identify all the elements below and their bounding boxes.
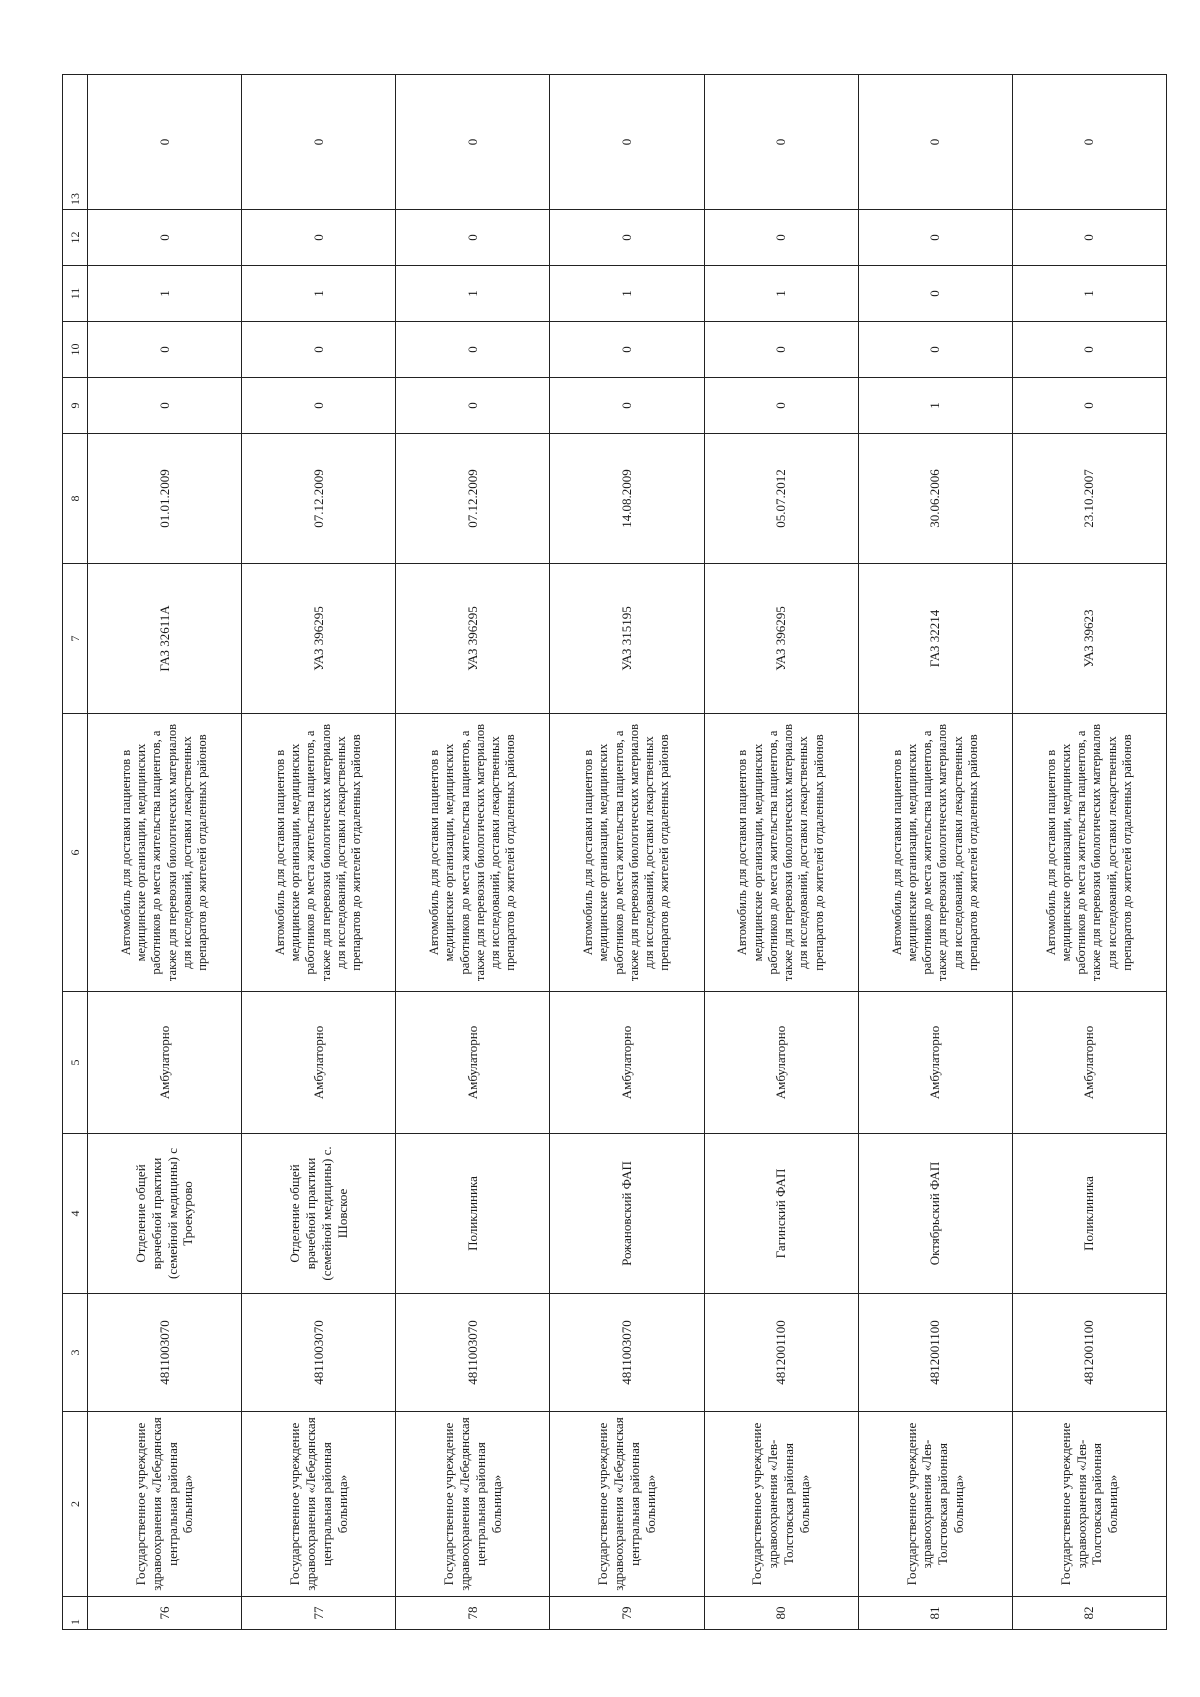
vehicle-purpose: Автомобиль для доставки пациентов в медицинские организации, медицинских работников до места жительства пациентов, а также для перевозки биологических материалов для исследований, доставки лекарственных препаратов до жителей отдаленных районов <box>1012 714 1166 992</box>
value-col-12: 0 <box>396 210 550 266</box>
table-row <box>242 75 396 1630</box>
institution-code: 4811003070 <box>88 1294 242 1412</box>
value-col-13: 0 <box>1012 75 1166 210</box>
value-col-9: 0 <box>242 378 396 434</box>
value-col-10: 0 <box>704 322 858 378</box>
value-col-12: 0 <box>1012 210 1166 266</box>
institution-name: Государственное учреждение здравоохранения «Лебедянская центральная районная больница» <box>88 1412 242 1597</box>
column-number: 7 <box>63 564 88 714</box>
structural-unit: Октябрьский ФАП <box>858 1134 1012 1294</box>
care-form: Амбулаторно <box>858 992 1012 1134</box>
vehicle-model: УАЗ 396295 <box>242 564 396 714</box>
institution-code: 4811003070 <box>550 1294 704 1412</box>
column-number: 11 <box>63 266 88 322</box>
vehicle-model: ГАЗ 32214 <box>858 564 1012 714</box>
row-number: 79 <box>550 1597 704 1630</box>
column-number: 2 <box>63 1412 88 1597</box>
column-number: 5 <box>63 992 88 1134</box>
value-col-13: 0 <box>704 75 858 210</box>
vehicle-purpose: Автомобиль для доставки пациентов в медицинские организации, медицинских работников до места жительства пациентов, а также для перевозки биологических материалов для исследований, доставки лекарственных препаратов до жителей отдаленных районов <box>550 714 704 992</box>
vehicle-model: УАЗ 315195 <box>550 564 704 714</box>
table-row <box>550 75 704 1630</box>
care-form: Амбулаторно <box>242 992 396 1134</box>
table-row <box>396 75 550 1630</box>
institution-code: 4812001100 <box>704 1294 858 1412</box>
value-col-13: 0 <box>550 75 704 210</box>
institution-code: 4811003070 <box>396 1294 550 1412</box>
care-form: Амбулаторно <box>88 992 242 1134</box>
value-col-9: 0 <box>550 378 704 434</box>
structural-unit: Рожановский ФАП <box>550 1134 704 1294</box>
table-body <box>63 75 1167 1630</box>
institution-code: 4811003070 <box>242 1294 396 1412</box>
column-number: 1 <box>63 1597 88 1630</box>
table-row <box>1012 75 1166 1630</box>
row-number: 77 <box>242 1597 396 1630</box>
vehicle-purpose: Автомобиль для доставки пациентов в медицинские организации, медицинских работников до места жительства пациентов, а также для перевозки биологических материалов для исследований, доставки лекарственных препаратов до жителей отдаленных районов <box>88 714 242 992</box>
value-col-9: 0 <box>1012 378 1166 434</box>
acquisition-date: 05.07.2012 <box>704 434 858 564</box>
vehicle-model: УАЗ 396295 <box>396 564 550 714</box>
institution-code: 4812001100 <box>1012 1294 1166 1412</box>
institution-name: Государственное учреждение здравоохранения «Лев-Толстовская районная больница» <box>1012 1412 1166 1597</box>
value-col-12: 0 <box>242 210 396 266</box>
column-number: 3 <box>63 1294 88 1412</box>
column-number-row <box>63 75 88 1630</box>
row-number: 80 <box>704 1597 858 1630</box>
table-row <box>704 75 858 1630</box>
row-number: 81 <box>858 1597 1012 1630</box>
value-col-10: 0 <box>242 322 396 378</box>
structural-unit: Отделение общей врачебной практики (семейной медицины) с. Шовское <box>242 1134 396 1294</box>
column-number: 8 <box>63 434 88 564</box>
care-form: Амбулаторно <box>704 992 858 1134</box>
value-col-11: 1 <box>396 266 550 322</box>
value-col-11: 1 <box>704 266 858 322</box>
column-number: 10 <box>63 322 88 378</box>
care-form: Амбулаторно <box>396 992 550 1134</box>
acquisition-date: 30.06.2006 <box>858 434 1012 564</box>
value-col-11: 1 <box>550 266 704 322</box>
value-col-9: 0 <box>396 378 550 434</box>
value-col-13: 0 <box>858 75 1012 210</box>
value-col-11: 0 <box>858 266 1012 322</box>
acquisition-date: 23.10.2007 <box>1012 434 1166 564</box>
column-number: 9 <box>63 378 88 434</box>
column-number: 12 <box>63 210 88 266</box>
table-row <box>858 75 1012 1630</box>
table-row <box>88 75 242 1630</box>
institution-name: Государственное учреждение здравоохранения «Лев-Толстовская районная больница» <box>704 1412 858 1597</box>
value-col-11: 1 <box>1012 266 1166 322</box>
row-number: 78 <box>396 1597 550 1630</box>
row-number: 82 <box>1012 1597 1166 1630</box>
column-number: 13 <box>63 75 88 210</box>
value-col-10: 0 <box>396 322 550 378</box>
institution-name: Государственное учреждение здравоохранения «Лев-Толстовская районная больница» <box>858 1412 1012 1597</box>
vehicle-purpose: Автомобиль для доставки пациентов в медицинские организации, медицинских работников до места жительства пациентов, а также для перевозки биологических материалов для исследований, доставки лекарственных препаратов до жителей отдаленных районов <box>704 714 858 992</box>
structural-unit: Отделение общей врачебной практики (семейной медицины) с Троекурово <box>88 1134 242 1294</box>
institution-code: 4812001100 <box>858 1294 1012 1412</box>
value-col-10: 0 <box>858 322 1012 378</box>
acquisition-date: 07.12.2009 <box>396 434 550 564</box>
column-number: 6 <box>63 714 88 992</box>
vehicle-register-table <box>62 74 1167 1630</box>
structural-unit: Поликлиника <box>1012 1134 1166 1294</box>
care-form: Амбулаторно <box>550 992 704 1134</box>
vehicle-model: УАЗ 396295 <box>704 564 858 714</box>
value-col-9: 1 <box>858 378 1012 434</box>
institution-name: Государственное учреждение здравоохранения «Лебедянская центральная районная больница» <box>550 1412 704 1597</box>
acquisition-date: 14.08.2009 <box>550 434 704 564</box>
value-col-10: 0 <box>88 322 242 378</box>
acquisition-date: 07.12.2009 <box>242 434 396 564</box>
value-col-12: 0 <box>704 210 858 266</box>
acquisition-date: 01.01.2009 <box>88 434 242 564</box>
vehicle-model: ГАЗ 32611А <box>88 564 242 714</box>
institution-name: Государственное учреждение здравоохранения «Лебедянская центральная районная больница» <box>242 1412 396 1597</box>
rotated-page <box>62 75 1167 1630</box>
value-col-12: 0 <box>88 210 242 266</box>
value-col-12: 0 <box>550 210 704 266</box>
structural-unit: Поликлиника <box>396 1134 550 1294</box>
value-col-13: 0 <box>88 75 242 210</box>
value-col-11: 1 <box>242 266 396 322</box>
row-number: 76 <box>88 1597 242 1630</box>
value-col-10: 0 <box>1012 322 1166 378</box>
value-col-11: 1 <box>88 266 242 322</box>
structural-unit: Гагинский ФАП <box>704 1134 858 1294</box>
vehicle-purpose: Автомобиль для доставки пациентов в медицинские организации, медицинских работников до места жительства пациентов, а также для перевозки биологических материалов для исследований, доставки лекарственных препаратов до жителей отдаленных районов <box>396 714 550 992</box>
vehicle-model: УАЗ 39623 <box>1012 564 1166 714</box>
value-col-9: 0 <box>88 378 242 434</box>
value-col-9: 0 <box>704 378 858 434</box>
institution-name: Государственное учреждение здравоохранения «Лебедянская центральная районная больница» <box>396 1412 550 1597</box>
vehicle-purpose: Автомобиль для доставки пациентов в медицинские организации, медицинских работников до места жительства пациентов, а также для перевозки биологических материалов для исследований, доставки лекарственных препаратов до жителей отдаленных районов <box>858 714 1012 992</box>
value-col-10: 0 <box>550 322 704 378</box>
value-col-13: 0 <box>242 75 396 210</box>
value-col-12: 0 <box>858 210 1012 266</box>
column-number: 4 <box>63 1134 88 1294</box>
vehicle-purpose: Автомобиль для доставки пациентов в медицинские организации, медицинских работников до места жительства пациентов, а также для перевозки биологических материалов для исследований, доставки лекарственных препаратов до жителей отдаленных районов <box>242 714 396 992</box>
value-col-13: 0 <box>396 75 550 210</box>
care-form: Амбулаторно <box>1012 992 1166 1134</box>
